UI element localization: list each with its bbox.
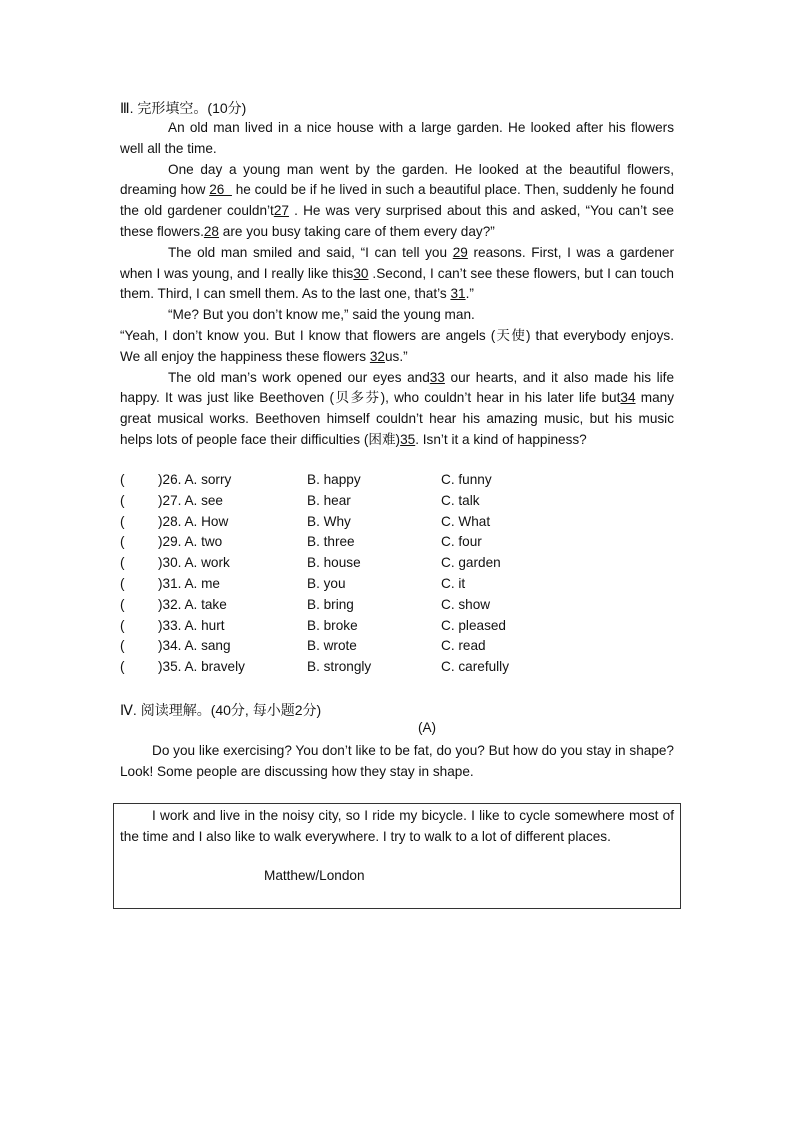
question-row [120, 491, 680, 512]
answer-blank[interactable]: ( [120, 534, 125, 550]
testimonial-box [113, 803, 681, 909]
option-a: )35. A. bravely [158, 659, 245, 675]
option-c: C. read [441, 638, 486, 654]
text: .” [465, 286, 474, 302]
answer-blank[interactable]: ( [120, 513, 125, 529]
option-a: )32. A. take [158, 596, 227, 612]
cloze-passage [120, 118, 674, 451]
reading-intro: Do you like exercising? You don’t like to be fat, do you? But how do you stay in shape? Look! Some people are discussing how they stay in shape. [120, 743, 674, 779]
answer-blank[interactable]: ( [120, 596, 125, 612]
text: our hearts, and it also made his life happy. It was just like Beethoven (贝多芬), who couldn’t hear in his later life but [120, 369, 674, 406]
option-b: B. bring [307, 596, 354, 612]
option-c: C. garden [441, 555, 501, 571]
option-c: C. carefully [441, 659, 509, 675]
blank-27: 27 [273, 203, 289, 219]
testimonial-text: I work and live in the noisy city, so I ride my bicycle. I like to cycle somewhere most of the time and I also like to walk everywhere. I try to walk to a lot of different places. [120, 808, 674, 844]
section4-title: Ⅳ. 阅读理解。(40分, 每小题2分) [120, 702, 322, 718]
option-c: C. four [441, 534, 482, 550]
option-a: )26. A. sorry [158, 472, 232, 487]
text: .Second, I can’t see these flowers, but I can touch them. Third, I can smell them. As to the last one, that’s [120, 265, 674, 302]
option-b: B. hear [307, 492, 351, 508]
text: “Yeah, I don’t know you. But I know that flowers are angels (天使) that everybody enjoys. We all enjoy the happiness these flowers [120, 327, 674, 364]
option-a: )33. A. hurt [158, 617, 225, 633]
passage-paragraph-3 [120, 243, 674, 305]
passage-paragraph-2 [120, 160, 674, 243]
question-row [120, 595, 680, 616]
blank-28: 28 [203, 223, 219, 239]
answer-blank[interactable]: ( [120, 575, 125, 591]
option-c: C. show [441, 596, 491, 612]
option-a: )30. A. work [158, 555, 230, 571]
blank-32: 32 [369, 348, 385, 364]
question-row [120, 532, 680, 553]
blank-34: 34 [620, 390, 636, 406]
text: . He was very surprised about this and asked, “You can’t see these flowers. [120, 203, 674, 239]
answer-blank[interactable]: ( [120, 472, 125, 487]
option-b: B. happy [307, 472, 361, 487]
option-a: )34. A. sang [158, 638, 231, 654]
answer-blank[interactable]: ( [120, 638, 125, 654]
answer-blank[interactable]: ( [120, 492, 125, 508]
passage-paragraph-1: An old man lived in a nice house with a large garden. He looked after his flowers well all the time. [120, 120, 674, 156]
text: are you busy taking care of them every day?” [219, 223, 495, 239]
text: . Isn’t it a kind of happiness? [415, 431, 587, 447]
blank-29: 29 [452, 244, 468, 260]
text: many great musical works. Beethoven himself couldn’t hear his amazing music, but his music helps lots of people face their difficulties (困难) [120, 390, 674, 447]
text: reasons. First, I was a gardener when I was young, and I really like this [120, 244, 674, 281]
text: The old man smiled and said, “I can tell you [168, 244, 453, 260]
option-b: B. house [307, 555, 361, 571]
answer-blank[interactable]: ( [120, 617, 125, 633]
testimonial-signature: Matthew/London [264, 868, 365, 883]
option-b: B. broke [307, 617, 358, 633]
section3-title: Ⅲ. 完形填空。(10分) [120, 100, 247, 116]
answer-blank[interactable]: ( [120, 659, 125, 675]
question-row [120, 574, 680, 595]
option-b: B. three [307, 534, 355, 550]
text: One day a young man went by the garden. He looked at the beautiful flowers, dreaming how [120, 161, 674, 198]
question-row [120, 657, 680, 678]
question-row [120, 636, 680, 657]
text: The old man’s work opened our eyes and [168, 369, 430, 385]
answer-blank[interactable]: ( [120, 555, 125, 571]
blank-35: 35 [400, 431, 416, 447]
question-row [120, 616, 680, 637]
question-options [120, 470, 680, 678]
option-b: B. wrote [307, 638, 357, 654]
text: he could be if he lived in such a beautiful place. Then, suddenly he found the old gardener couldn’t [120, 182, 675, 219]
option-c: C. What [441, 513, 491, 529]
option-a: )27. A. see [158, 492, 223, 508]
option-c: C. talk [441, 492, 480, 508]
option-b: B. Why [307, 513, 351, 529]
passage-paragraph-5 [120, 326, 674, 368]
passage-part-label: (A) [417, 720, 437, 735]
option-a: )31. A. me [158, 575, 220, 591]
question-row [120, 470, 680, 491]
blank-30: 30 [353, 265, 369, 281]
blank-26: 26 [209, 182, 232, 198]
blank-33: 33 [429, 369, 445, 385]
option-a: )29. A. two [158, 534, 223, 550]
question-row [120, 512, 680, 533]
passage-paragraph-6 [120, 368, 674, 451]
option-c: C. funny [441, 472, 492, 487]
option-b: B. strongly [307, 659, 372, 675]
option-c: C. it [441, 575, 466, 591]
question-row [120, 553, 680, 574]
text: us.” [385, 348, 408, 364]
option-c: C. pleased [441, 617, 506, 633]
passage-paragraph-4: “Me? But you don’t know me,” said the young man. [168, 307, 475, 323]
option-a: )28. A. How [158, 513, 229, 529]
blank-31: 31 [450, 286, 466, 302]
option-b: B. you [307, 575, 346, 591]
